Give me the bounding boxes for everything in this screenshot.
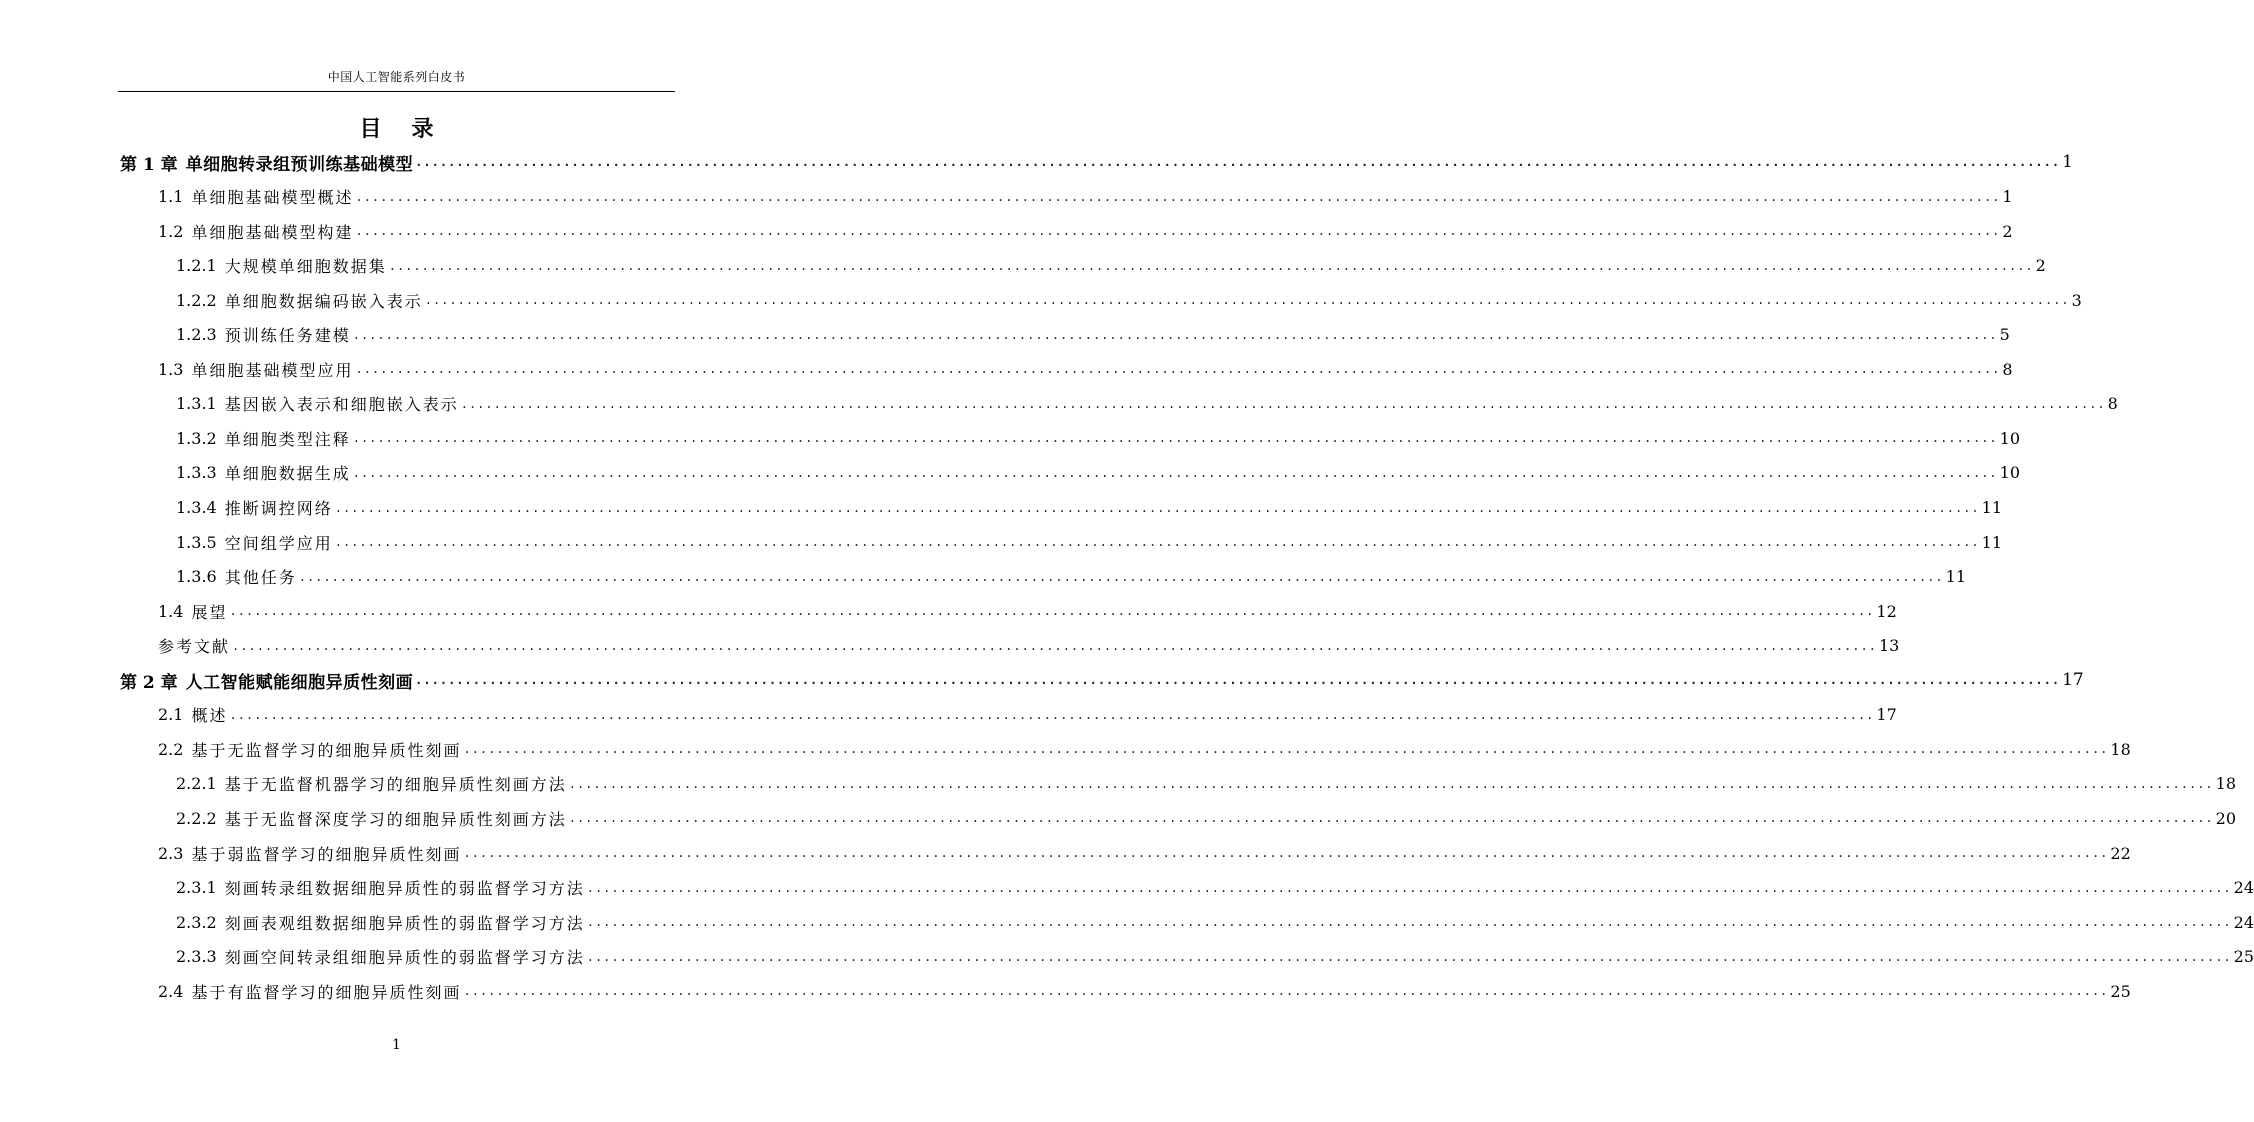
toc-entry-page: 24	[2233, 878, 2254, 898]
toc-entry-title: 基于弱监督学习的细胞异质性刻画	[191, 844, 462, 864]
toc-entry[interactable]	[176, 767, 2237, 801]
toc-entry-page: 2	[2035, 256, 2046, 276]
toc-entry-title: 基于无监督学习的细胞异质性刻画	[191, 740, 462, 760]
toc-entry-number: 第 1 章	[120, 154, 178, 175]
toc-entry-page: 13	[1878, 636, 1900, 656]
dot-leader: ........................................................................................................................................................................................................	[463, 846, 2109, 860]
toc-entry-page: 12	[1876, 601, 1897, 621]
dot-leader: ........................................................................................................................................................................................................	[586, 949, 2232, 964]
toc-entry-number: 2.2.2	[176, 808, 217, 828]
toc-entry-title: 基于无监督机器学习的细胞异质性刻画方法	[224, 775, 567, 795]
toc-entry-page: 11	[1981, 532, 2003, 552]
toc-entry-page: 1	[2002, 187, 2013, 207]
toc-entry[interactable]	[176, 525, 2003, 559]
toc-entry[interactable]	[158, 594, 1897, 628]
toc-entry-title: 单细胞类型注释	[224, 429, 351, 449]
toc-entry-title: 单细胞基础模型应用	[191, 360, 354, 380]
toc-entry[interactable]	[176, 801, 2237, 835]
dot-leader: ........................................................................................................................................................................................................	[352, 465, 1998, 480]
dot-leader: ........................................................................................................................................................................................................	[355, 362, 2001, 377]
toc-entry-number: 2.2	[158, 739, 184, 759]
toc-entry-number: 2.4	[158, 981, 184, 1001]
toc-entry-title: 参考文献	[158, 637, 231, 657]
toc-entry[interactable]	[176, 940, 2254, 974]
toc-entry-title: 基因嵌入表示和细胞嵌入表示	[224, 395, 459, 415]
toc-entry[interactable]	[176, 871, 2254, 905]
toc-entry-number: 2.3	[158, 843, 184, 863]
toc-entry[interactable]	[158, 180, 2013, 214]
toc-entry-number: 1.3.2	[176, 428, 217, 448]
toc-entry-title: 基于有监督学习的细胞异质性刻画	[191, 982, 462, 1002]
running-header: 中国人工智能系列白皮书	[327, 70, 466, 84]
toc-entry[interactable]	[158, 214, 2013, 248]
toc-entry-page: 8	[2002, 359, 2013, 379]
toc-entry-page: 10	[1999, 428, 2021, 448]
toc-entry[interactable]	[158, 836, 2131, 870]
toc-entry-page: 24	[2233, 912, 2254, 932]
toc-entry-title: 基于无监督深度学习的细胞异质性刻画方法	[224, 809, 567, 829]
dot-leader: ........................................................................................................................................................................................................	[355, 224, 2001, 239]
dot-leader: ........................................................................................................................................................................................................	[460, 396, 2106, 411]
toc-entry-page: 18	[2110, 739, 2131, 759]
toc-entry[interactable]	[176, 249, 2046, 283]
toc-entry-number: 1.2	[158, 221, 184, 241]
toc-entry[interactable]	[176, 283, 2082, 317]
toc-entry-title: 单细胞基础模型概述	[191, 188, 354, 208]
header-rule	[118, 91, 675, 92]
dot-leader: ........................................................................................................................................................................................................	[355, 189, 2001, 204]
dot-leader: ........................................................................................................................................................................................................	[388, 258, 2034, 273]
toc-entry[interactable]	[158, 732, 2131, 766]
toc-entry-number: 1.2.1	[176, 256, 217, 276]
toc-entry-page: 11	[1945, 567, 1967, 587]
dot-leader: ........................................................................................................................................................................................................	[568, 811, 2214, 826]
toc-entry-number: 1.3.1	[176, 394, 217, 414]
toc-entry-page: 20	[2215, 808, 2237, 828]
toc-entry-number: 1.3.3	[176, 463, 217, 483]
toc-entry-page: 17	[2062, 670, 2084, 691]
dot-leader: ........................................................................................................................................................................................................	[424, 293, 2070, 308]
toc-chapter-entry[interactable]	[120, 145, 2073, 179]
toc-entry-number: 1.3.6	[176, 567, 217, 587]
toc-entry[interactable]	[158, 629, 1900, 663]
toc-entry-title: 单细胞基础模型构建	[191, 222, 354, 242]
toc-entry-title: 单细胞转录组预训练基础模型	[185, 154, 414, 175]
toc-entry-page: 3	[2071, 290, 2082, 310]
dot-leader: ........................................................................................................................................................................................................	[463, 984, 2109, 999]
toc-entry-page: 1	[2062, 152, 2073, 172]
toc-entry[interactable]	[176, 421, 2021, 455]
toc-entry-title: 人工智能赋能细胞异质性刻画	[185, 672, 414, 693]
toc-entry-page: 22	[2110, 843, 2131, 863]
toc-entry[interactable]	[176, 456, 2021, 490]
toc-entry[interactable]	[176, 491, 2003, 525]
toc-entry-title: 刻画空间转录组细胞异质性的弱监督学习方法	[224, 948, 585, 968]
dot-leader: ........................................................................................................................................................................................................	[586, 915, 2232, 930]
toc-entry[interactable]	[158, 974, 2131, 1008]
dot-leader: ........................................................................................................................................................................................................	[352, 327, 1998, 342]
toc-entry-number: 2.1	[158, 705, 184, 725]
toc-entry-title: 预训练任务建模	[224, 326, 351, 346]
dot-leader: ........................................................................................................................................................................................................	[568, 776, 2214, 791]
dot-leader: ........................................................................................................................................................................................................	[463, 742, 2109, 757]
toc-entry[interactable]	[158, 352, 2013, 386]
toc-entry-number: 2.2.1	[176, 774, 217, 794]
toc-entry-title: 刻画表观组数据细胞异质性的弱监督学习方法	[224, 913, 585, 933]
toc-entry-title: 大规模单细胞数据集	[224, 257, 387, 277]
toc-entry-page: 17	[1876, 705, 1897, 725]
toc-entry-page: 5	[1999, 325, 2010, 345]
toc-entry-title: 刻画转录组数据细胞异质性的弱监督学习方法	[224, 879, 585, 899]
toc-entry-page: 10	[1999, 463, 2021, 483]
toc-entry-title: 推断调控网络	[224, 499, 333, 518]
toc-entry-number: 2.3.2	[176, 912, 217, 932]
toc-chapter-entry[interactable]	[120, 663, 2084, 697]
toc-entry-title: 单细胞数据编码嵌入表示	[224, 291, 423, 311]
toc-entry-title: 概述	[191, 706, 228, 726]
toc-entry-number: 1.4	[158, 601, 184, 621]
toc-entry-number: 1.3	[158, 359, 184, 379]
toc-entry[interactable]	[176, 387, 2118, 421]
toc-entry-title: 展望	[191, 602, 228, 622]
dot-leader: ........................................................................................................................................................................................................	[352, 431, 1998, 446]
toc-entry-number: 1.2.3	[176, 325, 217, 345]
toc-entry-number: 2.3.3	[176, 947, 217, 967]
toc-entry-page: 18	[2215, 774, 2237, 794]
toc-entry-number: 1.3.5	[176, 532, 217, 552]
toc-entry-page: 25	[2110, 981, 2131, 1001]
toc-entry-title: 空间组学应用	[224, 533, 333, 553]
dot-leader: ........................................................................................................................................................................................................	[298, 569, 1944, 584]
toc-entry-number: 2.3.1	[176, 878, 217, 898]
toc-entry-title: 单细胞数据生成	[224, 464, 351, 484]
dot-leader: ........................................................................................................................................................................................................	[229, 707, 1875, 722]
toc-entry-page: 8	[2107, 394, 2118, 414]
toc-title-text: 目录	[359, 116, 464, 142]
toc-entry-page: 11	[1981, 498, 2003, 517]
dot-leader: ........................................................................................................................................................................................................	[586, 880, 2232, 895]
dot-leader: ........................................................................................................................................................................................................	[334, 535, 1980, 550]
toc-entry-title: 其他任务	[224, 568, 297, 588]
toc-entry-page: 2	[2002, 221, 2013, 241]
dot-leader: ........................................................................................................................................................................................................	[415, 673, 2061, 688]
toc-entry-page: 25	[2233, 947, 2254, 967]
dot-leader: ........................................................................................................................................................................................................	[229, 604, 1875, 619]
toc-entry[interactable]	[176, 905, 2254, 939]
toc-entry-number: 1.1	[158, 187, 184, 207]
page-number: 1	[392, 1037, 401, 1053]
dot-leader: ........................................................................................................................................................................................................	[232, 638, 1877, 653]
dot-leader: ........................................................................................................................................................................................................	[334, 500, 1980, 515]
toc-entry[interactable]	[158, 698, 1897, 732]
dot-leader: ........................................................................................................................................................................................................	[415, 155, 2061, 169]
toc-entry-number: 第 2 章	[120, 672, 178, 693]
toc-entry-number: 1.3.4	[176, 498, 217, 517]
toc-entry-number: 1.2.2	[176, 290, 217, 310]
toc-entry[interactable]	[176, 318, 2010, 352]
toc-entry[interactable]	[176, 560, 1967, 594]
toc-title	[0, 112, 793, 143]
